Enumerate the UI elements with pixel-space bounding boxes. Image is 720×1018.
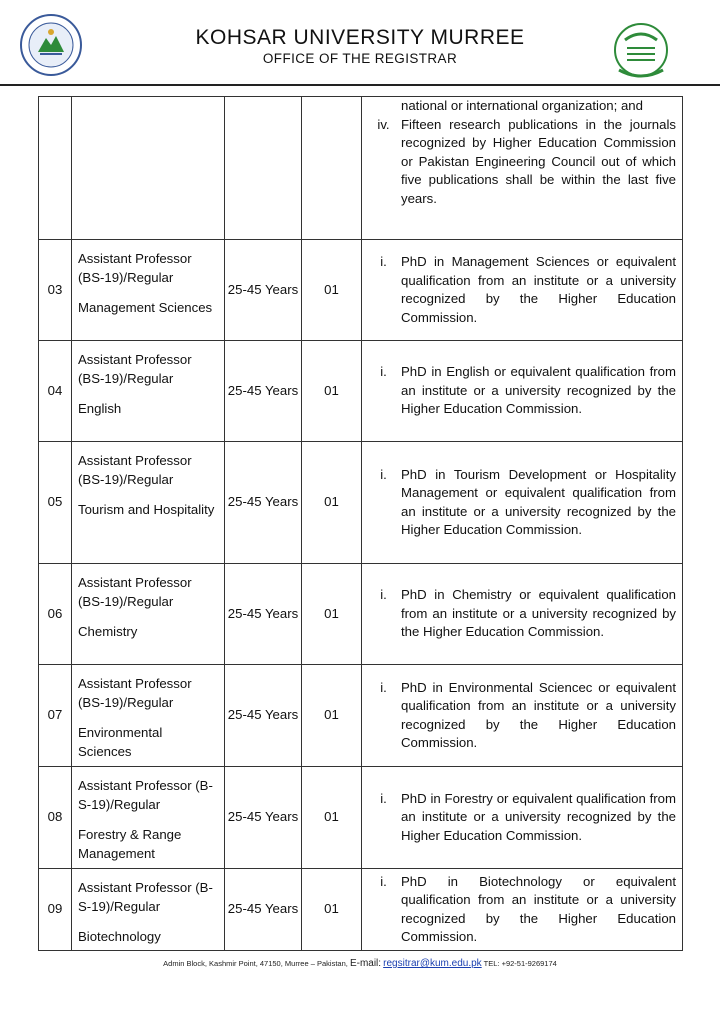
serial-number-cell	[39, 97, 72, 240]
qualification-cell	[362, 97, 683, 240]
qualification-text: PhD in Tourism Development or Hospitality Management or equivalent qualification from an institute or a university recognized by the Higher Education Commission.	[401, 466, 676, 537]
qualification-number: i.	[380, 873, 387, 889]
qualification-item	[366, 873, 676, 947]
serial-number: 04	[47, 382, 63, 398]
qualification-cell	[362, 665, 683, 767]
age-limit-cell	[225, 665, 302, 767]
positions-count-cell	[302, 442, 362, 564]
qualification-item	[366, 363, 676, 419]
qualification-text: PhD in Biotechnology or equivalent qualification from an institute or a university recognized by the Higher Education Commission.	[401, 873, 676, 944]
table-row	[39, 341, 683, 442]
post-title: Assistant Professor (BS-19)/Regular	[78, 352, 192, 386]
serial-number-cell	[39, 869, 72, 951]
university-name: KOHSAR UNIVERSITY MURREE	[195, 26, 525, 49]
age-limit: 25-45 Years	[227, 281, 299, 297]
positions-count-cell	[302, 869, 362, 951]
age-limit: 25-45 Years	[227, 494, 299, 510]
positions-count: 01	[324, 707, 339, 723]
age-limit: 25-45 Years	[227, 605, 299, 621]
post-cell	[72, 341, 225, 442]
post-title: Assistant Professor (B-S-19)/Regular	[78, 880, 213, 914]
positions-count-cell	[302, 341, 362, 442]
department-name: English	[78, 401, 122, 416]
age-limit-cell	[225, 869, 302, 951]
post-cell	[72, 564, 225, 665]
serial-number-cell	[39, 341, 72, 442]
positions-count: 01	[324, 901, 339, 917]
age-limit-cell	[225, 442, 302, 564]
footer-email-label: E-mail:	[349, 958, 382, 969]
office-name: OFFICE OF THE REGISTRAR	[262, 51, 458, 66]
qualification-item	[366, 116, 676, 209]
serial-number-cell	[39, 767, 72, 869]
department-name: Chemistry	[78, 624, 138, 639]
qualification-cell	[362, 869, 683, 951]
serial-number: 03	[47, 281, 63, 297]
age-limit-cell	[225, 564, 302, 665]
department-name: Environmental Sciences	[78, 725, 163, 759]
qualification-item	[366, 790, 676, 846]
table-row	[39, 97, 683, 240]
department-name: Biotechnology	[78, 929, 161, 944]
age-limit: 25-45 Years	[227, 707, 299, 723]
punjab-government-logo	[605, 20, 677, 82]
positions-count-cell	[302, 767, 362, 869]
age-limit-cell	[225, 97, 302, 240]
qualification-number: i.	[380, 587, 387, 603]
qualification-item	[366, 97, 676, 116]
serial-number: 05	[47, 494, 63, 510]
qualification-item	[366, 253, 676, 327]
qualification-item	[366, 679, 676, 753]
table-row	[39, 564, 683, 665]
qualification-number: i.	[380, 254, 387, 269]
qualification-item	[366, 466, 676, 540]
qualification-text: Fifteen research publications in the journals recognized by Higher Education Commission or Pakistan Engineering Council out of which five publications shall be within the last five years.	[401, 116, 676, 206]
post-title: Assistant Professor (BS-19)/Regular	[78, 453, 192, 487]
positions-table	[38, 96, 683, 951]
positions-count-cell	[302, 564, 362, 665]
qualification-item	[366, 586, 676, 642]
footer	[0, 958, 720, 969]
serial-number-cell	[39, 442, 72, 564]
qualification-number: i.	[380, 466, 387, 482]
table-row	[39, 240, 683, 341]
footer-email-link[interactable]: regsitrar@kum.edu.pk	[383, 958, 482, 969]
serial-number: 07	[47, 707, 63, 723]
post-title: Assistant Professor (BS-19)/Regular	[78, 676, 192, 710]
age-limit: 25-45 Years	[227, 901, 299, 917]
positions-count: 01	[324, 382, 339, 398]
post-cell	[72, 767, 225, 869]
qualification-text: PhD in Forestry or equivalent qualification from an institute or a university recognized by the Higher Education Commission.	[401, 790, 676, 843]
letterhead	[0, 0, 720, 86]
positions-count: 01	[324, 809, 339, 825]
age-limit-cell	[225, 767, 302, 869]
footer-telephone: TEL: +92-51-9269174	[483, 959, 557, 968]
positions-count-cell	[302, 97, 362, 240]
table-row	[39, 665, 683, 767]
qualification-number: i.	[380, 364, 387, 380]
post-cell	[72, 869, 225, 951]
qualification-text: PhD in English or equivalent qualification from an institute or a university recognized by the Higher Education Commission.	[401, 364, 676, 417]
age-limit-cell	[225, 240, 302, 341]
qualification-text: PhD in Management Sciences or equivalent qualification from an institute or a university recognized by the Higher Education Commission.	[401, 254, 676, 325]
post-title: Assistant Professor (BS-19)/Regular	[78, 575, 192, 609]
qualification-text: PhD in Environmental Sciencec or equivalent qualification from an institute or a university recognized by the Higher Education Commission.	[401, 679, 676, 750]
qualification-cell	[362, 240, 683, 341]
qualification-cell	[362, 341, 683, 442]
qualification-cell	[362, 564, 683, 665]
department-name: Forestry & Range Management	[78, 827, 182, 861]
qualification-number: iv.	[377, 116, 390, 132]
post-title: Assistant Professor (B-S-19)/Regular	[78, 778, 213, 812]
age-limit-cell	[225, 341, 302, 442]
qualification-text: PhD in Chemistry or equivalent qualification from an institute or a university recognized by the Higher Education Commission.	[401, 587, 676, 640]
qualification-number	[366, 97, 401, 116]
qualification-number: i.	[380, 679, 387, 695]
serial-number: 08	[47, 809, 63, 825]
department-name: Management Sciences	[78, 300, 213, 315]
positions-count-cell	[302, 240, 362, 341]
table-row	[39, 869, 683, 951]
positions-count: 01	[324, 605, 339, 621]
positions-count-cell	[302, 665, 362, 767]
positions-table-container	[38, 96, 682, 948]
header-divider	[0, 84, 720, 86]
serial-number-cell	[39, 665, 72, 767]
table-row	[39, 767, 683, 869]
post-cell	[72, 240, 225, 341]
post-title: Assistant Professor (BS-19)/Regular	[78, 251, 192, 285]
serial-number-cell	[39, 564, 72, 665]
positions-count: 01	[324, 281, 339, 297]
post-cell	[72, 97, 225, 240]
post-cell	[72, 665, 225, 767]
qualification-cell	[362, 767, 683, 869]
department-name: Tourism and Hospitality	[78, 502, 215, 517]
positions-count: 01	[324, 494, 339, 510]
post-cell	[72, 442, 225, 564]
qualification-cell	[362, 442, 683, 564]
age-limit: 25-45 Years	[227, 809, 299, 825]
qualification-text: national or international organization; and	[401, 98, 643, 113]
footer-address: Admin Block, Kashmir Point, 47150, Murree – Pakistan,	[163, 959, 348, 968]
serial-number-cell	[39, 240, 72, 341]
qualification-number: i.	[380, 790, 387, 806]
serial-number: 09	[47, 901, 63, 917]
serial-number: 06	[47, 605, 63, 621]
age-limit: 25-45 Years	[227, 382, 299, 398]
table-row	[39, 442, 683, 564]
